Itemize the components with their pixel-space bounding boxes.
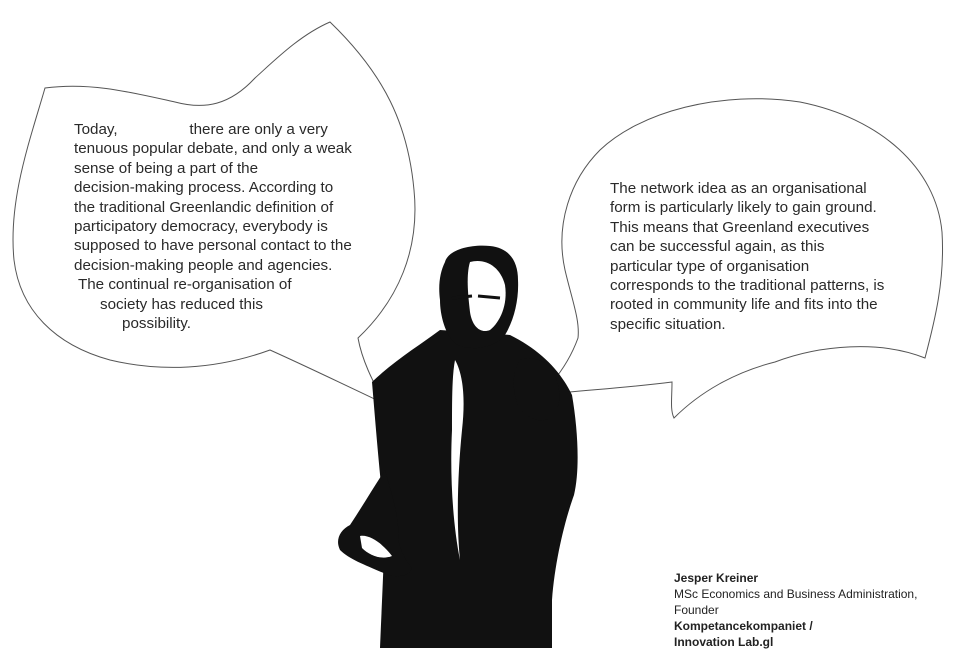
quote-line: form is particularly likely to gain ground. (610, 199, 877, 217)
quote-line: society has reduced this (100, 295, 263, 313)
quote-line: tenuous popular debate, and only a weak (74, 140, 352, 158)
quote-line: sense of being a part of the (74, 159, 259, 177)
quote-line: possibility. (122, 315, 191, 333)
quote-line: rooted in community life and fits into the (610, 296, 878, 314)
quote-line: particular type of organisation (610, 257, 810, 275)
quote-line: can be successful again, as this (610, 238, 825, 256)
right-bubble-quote (610, 179, 884, 334)
left-bubble-quote (74, 120, 352, 333)
speaker-credit (674, 570, 917, 650)
speaker-company-line1: Kompetancekompaniet / (674, 619, 813, 633)
speaker-role: Founder (674, 603, 719, 617)
quote-line: Today, there are only a very (74, 121, 328, 138)
quote-line: the traditional Greenlandic definition of (74, 198, 334, 216)
quote-line: This means that Greenland executives (610, 218, 870, 236)
speaker-company-line2: Innovation Lab.gl (674, 635, 774, 649)
quote-line: The continual re-organisation of (74, 276, 292, 294)
quote-line: corresponds to the traditional patterns, is (610, 277, 885, 295)
quote-line: The network idea as an organisational (610, 180, 867, 197)
speaker-name: Jesper Kreiner (674, 571, 759, 585)
speaker-degree: MSc Economics and Business Administration, (674, 587, 918, 601)
quote-line: specific situation. (610, 315, 726, 333)
quote-line: decision-making people and agencies. (74, 256, 333, 274)
quote-line: decision-making process. According to (74, 179, 334, 197)
quote-line: supposed to have personal contact to the (74, 237, 352, 255)
quote-line: participatory democracy, everybody is (74, 218, 328, 236)
